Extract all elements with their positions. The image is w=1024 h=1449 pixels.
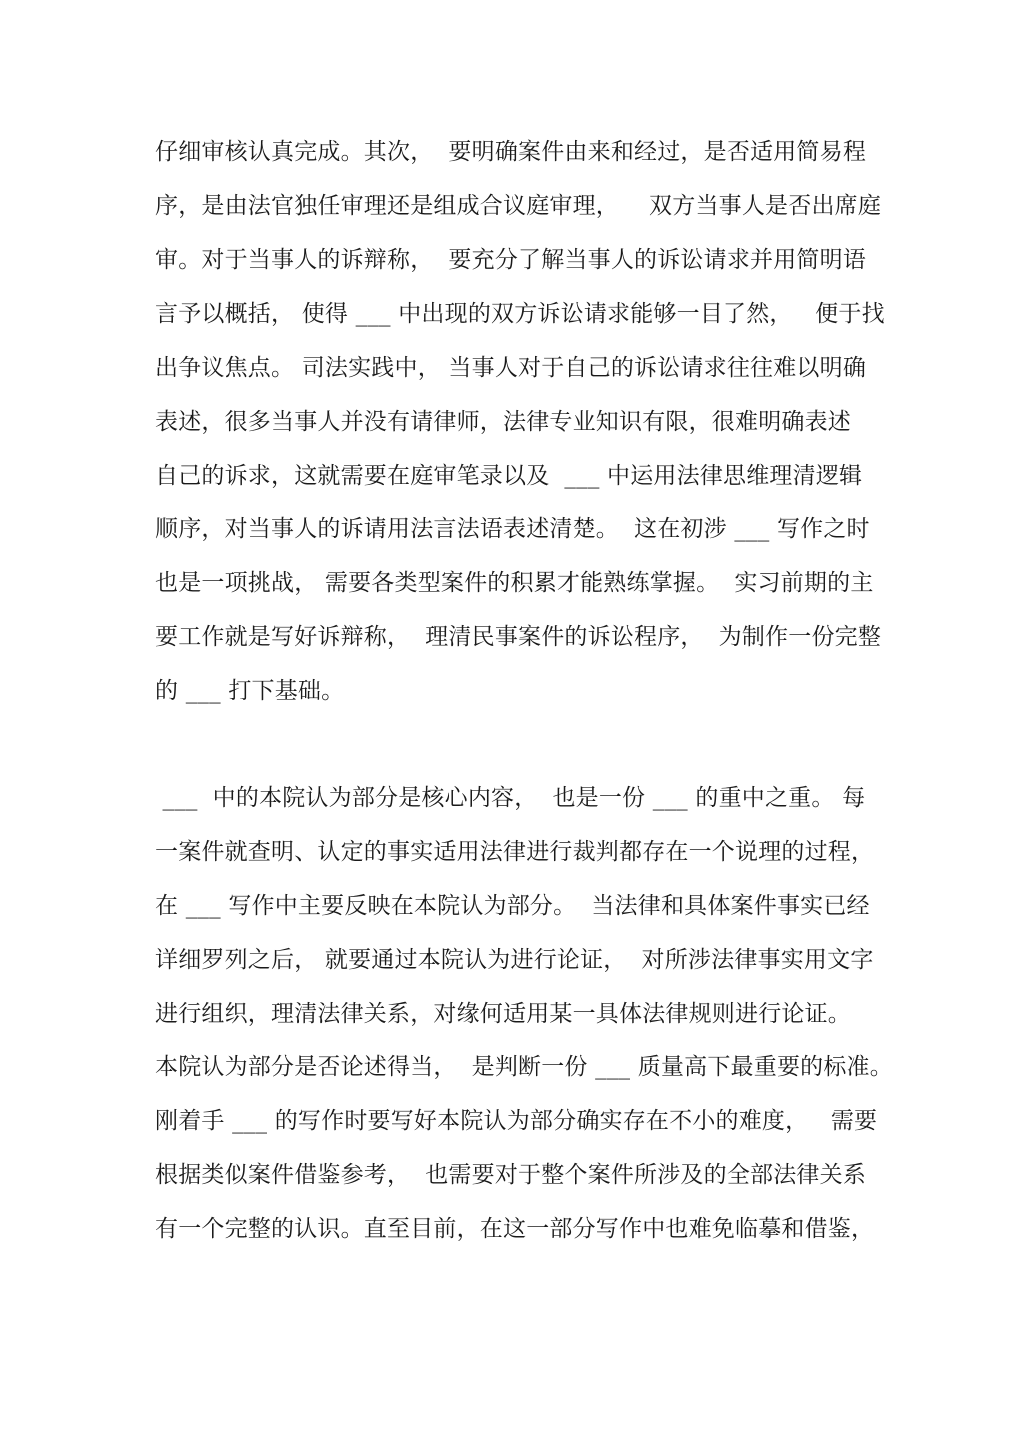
paragraph-1-line-9: 也是一项挑战， 需要各类型案件的积累才能熟练掌握。 实习前期的主 [155,570,874,596]
paragraph-1-line-3: 审。对于当事人的诉辩称， 要充分了解当事人的诉讼请求并用简明语 [155,247,867,273]
paragraph-1-line-10: 要工作就是写好诉辩称， 理清民事案件的诉讼程序， 为制作一份完整 [155,624,882,650]
paragraph-2-line-1: ___ 中的本院认为部分是核心内容， 也是一份 ___ 的重中之重。 每 [155,785,866,811]
paragraph-2-line-7: 刚着手 ___ 的写作时要写好本院认为部分确实存在不小的难度， 需要 [155,1108,878,1134]
paragraph-1-line-6: 表述，很多当事人并没有请律师，法律专业知识有限，很难明确表述 [155,409,851,435]
paragraph-2-line-4: 详细罗列之后， 就要通过本院认为进行论证， 对所涉法律事实用文字 [155,947,874,973]
paragraph-1-line-11: 的 ___ 打下基础。 [155,678,345,704]
paragraph-2-line-5: 进行组织，理清法律关系，对缘何适用某一具体法律规则进行论证。 [155,1001,851,1027]
paragraph-1-line-5: 出争议焦点。 司法实践中， 当事人对于自己的诉讼请求往往难以明确 [155,355,867,381]
paragraph-2-line-2: 一案件就查明、认定的事实适用法律进行裁判都存在一个说理的过程， [155,839,875,865]
paragraph-1-line-8: 顺序，对当事人的诉请用法言法语表述清楚。 这在初涉 ___ 写作之时 [155,516,870,542]
paragraph-1-line-1: 仔细审核认真完成。其次， 要明确案件由来和经过，是否适用简易程 [155,139,867,165]
paragraph-1-line-4: 言予以概括， 使得 ___ 中出现的双方诉讼请求能够一目了然， 便于找 [155,301,885,327]
paragraph-1-line-2: 序，是由法官独任审理还是组成合议庭审理， 双方当事人是否出席庭 [155,193,882,219]
paragraph-2-line-8: 根据类似案件借鉴参考， 也需要对于整个案件所涉及的全部法律关系 [155,1162,867,1188]
paragraph-2-line-6: 本院认为部分是否论述得当， 是判断一份 ___ 质量高下最重要的标准。 [155,1054,893,1080]
paragraph-2-line-3: 在 ___ 写作中主要反映在本院认为部分。 当法律和具体案件事实已经 [155,893,870,919]
paragraph-2-line-9: 有一个完整的认识。直至目前，在这一部分写作中也难免临摹和借鉴， [155,1216,875,1242]
paragraph-1-line-7: 自己的诉求，这就需要在庭审笔录以及 ___ 中运用法律思维理清逻辑 [155,463,863,489]
